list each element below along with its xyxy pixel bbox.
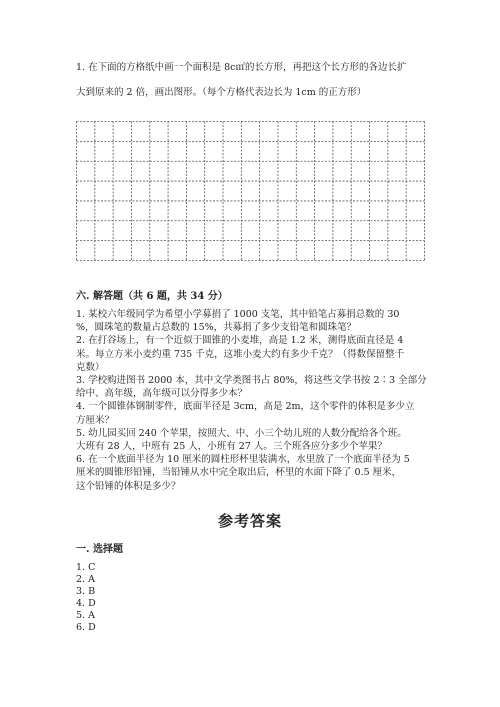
answer-list: [76, 562, 96, 634]
question-text-line: 大到原来的 2 倍，画出图形。（每个方格代表边长为 1cm 的正方形）: [76, 87, 367, 98]
problem-text-line: 方厘米？: [76, 414, 115, 426]
problem-text-line: %，圆珠笔的数量占总数的 15%，共募捐了多少支铅笔和圆珠笔？: [76, 322, 357, 334]
section-heading: 六. 解答题（共 6 题，共 34 分）: [76, 291, 228, 302]
answers-section-heading: 一. 选择题: [76, 544, 123, 555]
problem-list: [76, 308, 427, 493]
problem-text-line: 5. 幼儿园买回 240 个苹果，按照大、中、小三个幼儿班的人数分配给各个班。: [76, 427, 407, 439]
problem-text-line: 4. 一个圆锥体钢制零件，底面半径是 3cm，高是 2m，这个零件的体积是多少立: [76, 401, 415, 413]
answer-item: 4. D: [76, 598, 96, 609]
problem-text-line: 给中、高年级，高年级可以分得多少本？: [76, 388, 248, 400]
answer-item: 6. D: [76, 622, 96, 633]
answer-item: 5. A: [76, 610, 95, 621]
answer-item: 3. B: [76, 586, 96, 597]
question-text-line: 1. 在下面的方格纸中画一个面积是 8c㎡的长方形，再把这个长方形的各边长扩: [76, 62, 407, 73]
answers-title: 参考答案: [217, 512, 282, 530]
problem-text-line: 2. 在打谷场上，有一个近似于圆锥的小麦堆，高是 1.2 米，测得底面直径是 4: [76, 335, 404, 347]
problem-text-line: 米。每立方米小麦约重 735 千克，这堆小麦大约有多少千克？（得数保留整千: [76, 348, 405, 360]
answer-item: 1. C: [76, 562, 96, 573]
answer-item: 2. A: [76, 574, 95, 585]
problem-text-line: 这个铅锤的体积是多少？: [76, 480, 181, 492]
square-grid-paper: [76, 121, 425, 261]
problem-text-line: 厘米的圆锥形铅锤，当铅锤从水中完全取出后，杯里的水面下降了 0.5 厘米，: [76, 467, 402, 479]
problem-text-line: 6. 在一个底面半径为 10 厘米的圆柱形杯里装满水，水里放了一个底面半径为 5: [76, 454, 410, 466]
problem-text-line: 大班有 28 人，中班有 25 人，小班有 27 人。三个班各应分多少个苹果？: [76, 441, 387, 453]
problem-text-line: 克数）: [76, 361, 105, 373]
problem-text-line: 1. 某校六年级同学为希望小学募捐了 1000 支笔，其中铅笔占募捐总数的 30: [76, 309, 400, 320]
problem-text-line: 3. 学校购进图书 2000 本，其中文学类图书占 80%，将这些文学书按 2∶3 全部分: [76, 375, 427, 387]
